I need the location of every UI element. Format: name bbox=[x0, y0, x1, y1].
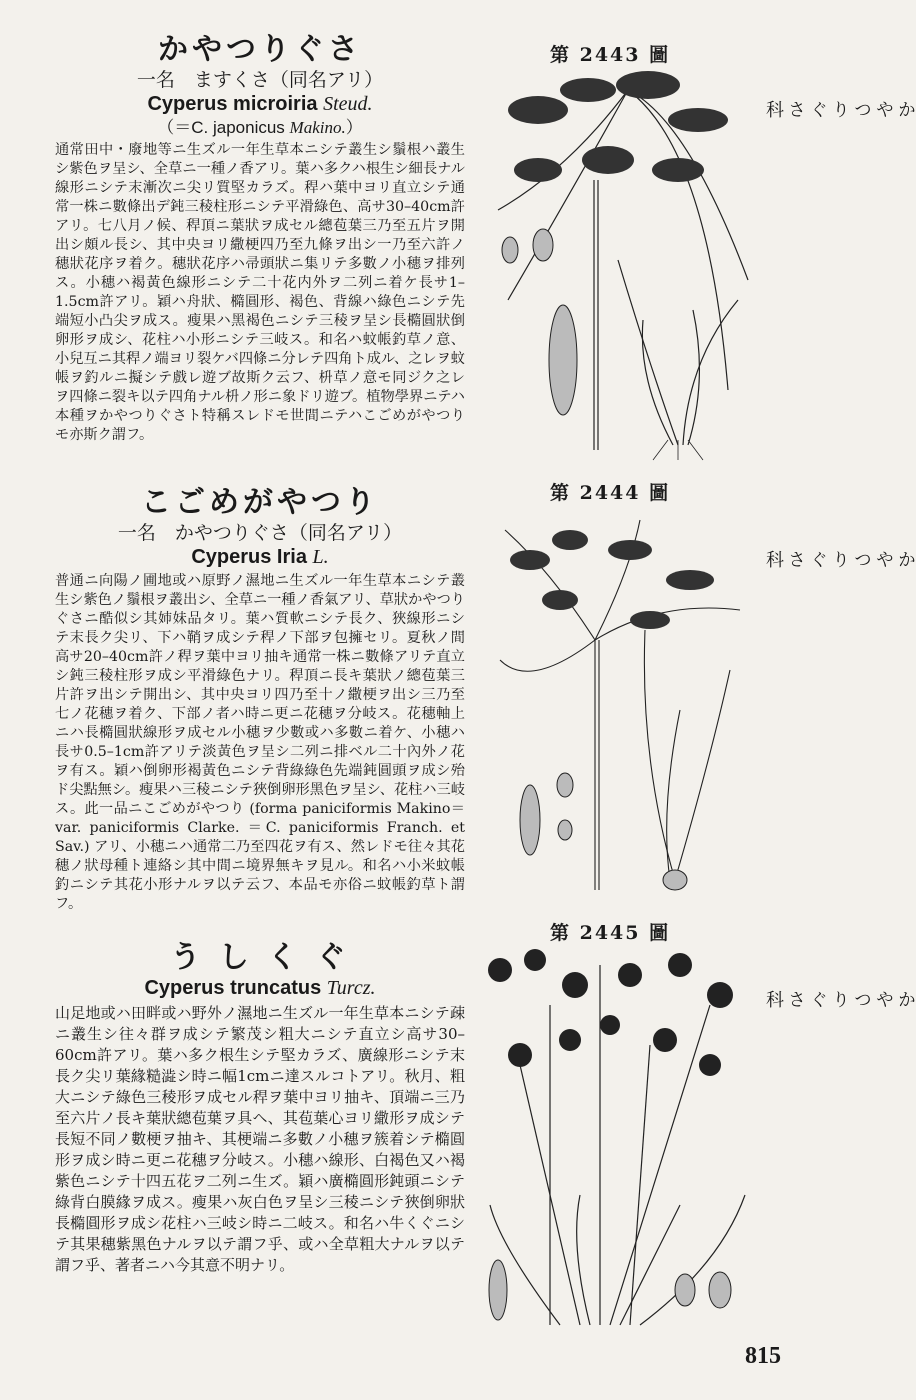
entry-text bbox=[55, 32, 465, 445]
entry-text bbox=[55, 940, 465, 1276]
japanese-name: こごめがやつり bbox=[141, 485, 379, 520]
page-number: 815 bbox=[745, 1343, 781, 1369]
figure-label: 第 2445 圖 bbox=[550, 922, 671, 944]
family-label: かやつりぐさ科 bbox=[763, 550, 916, 570]
plant-illustration-kogomegayatsuri bbox=[490, 510, 750, 900]
scientific-name bbox=[55, 92, 465, 117]
synonym-suffix: ） bbox=[345, 118, 363, 137]
synonym-author: Makino. bbox=[289, 118, 346, 137]
description: 山足地或ハ田畔或ハ野外ノ濕地ニ生ズル一年生草本ニシテ疎ニ叢生シ往々群ヲ成シテ繁茂シ粗大ニシテ直立シ高サ30–60cm許アリ。葉ハ多ク根生シテ堅カラズ、廣線形ニシテ末長ク尖リ葉緣糙澁シ時ニ幅1cmニ達スルコトアリ。秋月、粗大ニシテ綠色三稜形ヲ成セル稈ヲ葉中ヨリ抽キ、頂端ニ三乃至六片ノ長キ葉狀總苞葉ヲ具ヘ、其苞葉心ヨリ繖形ヲ成シテ長短不同ノ數梗ヲ抽キ、其梗端ニ多數ノ小穗ヲ簇着シテ橢圓形ヲ成シ時ニ更ニ花穗ヲ分岐ス。小穗ハ線形、白褐色又ハ褐紫色ニシテ十四五花ヲ二列ニ生ズ。穎ハ廣橢圓形鈍頭ニシテ綠背白膜緣ヲ成ス。瘦果ハ灰白色ヲ呈シ三稜ニシテ狹倒卵狀長橢圓形ヲ成シ花柱ハ三岐シ時ニ二岐ス。和名ハ牛くぐニシテ其果穗紫黑色ナルヲ以テ謂フ乎、或ハ全草粗大ナルヲ以テ謂フ乎、著者ニハ今其意不明ナリ。 bbox=[55, 1004, 465, 1274]
figure-label: 第 2444 圖 bbox=[550, 482, 671, 504]
plant-illustration-ushikugu bbox=[480, 945, 755, 1340]
scientific-name bbox=[55, 545, 465, 570]
figure-label: 第 2443 圖 bbox=[550, 44, 671, 66]
japanese-name: う し く ぐ bbox=[170, 940, 350, 975]
author-name: Turcz. bbox=[326, 977, 376, 999]
japanese-name: かやつりぐさ bbox=[158, 32, 362, 67]
synonym-prefix: （＝C. japonicus bbox=[157, 118, 285, 137]
family-label: かやつりぐさ科 bbox=[763, 100, 916, 120]
alternate-name: 一名 ますくさ（同名アリ） bbox=[136, 69, 384, 91]
synonym bbox=[55, 117, 465, 139]
description: 通常田中・廢地等ニ生ズル一年生草本ニシテ叢生シ鬚根ハ叢生シ紫色ヲ呈シ、全草ニ一種ノ香アリ。葉ハ多クハ根生シ細長ナル線形ニシテ末漸次ニ尖リ質堅カラズ。稈ハ葉中ヨリ直立シテ通常一株ニ數條出デ鈍三稜柱形ニシテ平滑綠色、高サ30–40cm許アリ。七八月ノ候、稈頂ニ葉狀ヲ成セル總苞葉三乃至五片ヲ開出シ頗ル長シ、其中央ヨリ繖梗四乃至九條ヲ出シ一乃至六許ノ穗狀花序ヲ着ク。穗狀花序ハ帚頭狀ニ集リテ多數ノ小穗ヲ排列ス。小穗ハ褐黃色線形ニシテ二十花内外ヲ二列ニ着ケ長サ1–1.5cm許アリ。穎ハ舟狀、橢圓形、褐色、背線ハ綠色ニシテ先端短小凸尖ヲ成ス。瘦果ハ黑褐色ニシテ三稜ヲ呈シ長橢圓狀倒卵形ヲ成シ、花柱ハ小形ニシテ三岐ス。和名ハ蚊帳釣草ノ意、小兒互ニ其稈ノ端ヨリ裂ケバ四條ニ分レテ四角ト成ル、之レヲ蚊帳ヲ釣ルニ擬シテ戲レ遊ブ故斯ク云フ、枡草ノ意モ同ジク之レヲ四條ニ裂キ以テ四角ナル枡ノ形ニ象ドリ遊ブ。植物學界ニテハ本種ヲかやつりぐさト特稱スレドモ世間ニテハこごめがやつりモ亦斯ク謂フ。 bbox=[55, 142, 465, 443]
entry-text bbox=[55, 485, 465, 914]
scientific-name-text: Cyperus truncatus bbox=[144, 977, 322, 999]
alternate-name: 一名 かやつりぐさ（同名アリ） bbox=[117, 522, 403, 544]
scientific-name bbox=[55, 976, 465, 1001]
scientific-name-text: Cyperus microiria bbox=[147, 93, 318, 115]
plant-illustration-kayatsurigusa bbox=[478, 60, 758, 460]
scientific-name-text: Cyperus Iria bbox=[191, 546, 307, 568]
author-name: Steud. bbox=[323, 93, 373, 115]
family-label: かやつりぐさ科 bbox=[763, 990, 916, 1010]
description: 普通ニ向陽ノ圃地或ハ原野ノ濕地ニ生ズル一年生草本ニシテ叢生シ紫色ノ鬚根ヲ叢出シ、全草ニ一種ノ香氣アリ、草狀かやつりぐさニ酷似シ其姉妹品タリ。葉ハ質軟ニシテ長ク、狹線形ニシテ末長ク尖リ、下ハ鞘ヲ成シテ稈ノ下部ヲ包擁セリ。夏秋ノ間高サ20–40cm許ノ稈ヲ葉中ヨリ抽キ通常一株ニ數條アリテ直立シ鈍三稜柱形ヲ成シ平滑綠色ナリ。稈頂ニ長キ葉狀ノ總苞葉三片許ヲ出シテ開出シ、其中央ヨリ四乃至十ノ繖梗ヲ出シ三乃至七ノ花穗ヲ着ク、下部ノ者ハ時ニ更ニ花穗ヲ分岐ス。花穗軸上ニハ長橢圓狀線形ヲ成セル小穗ヲ少數或ハ多數ニ着ケ、小穗ハ長サ0.5–1cm許アリテ淡黃色ヲ呈シ二列ニ排ベル二十內外ノ花ヲ有ス。穎ハ倒卵形褐黃色ニシテ背綠綠色先端鈍圓頭ヲ成シ殆ド尖點無シ。瘦果ハ三稜ニシテ狹倒卵形黑色ヲ呈シ、花柱ハ三岐ス。此一品ニこごめがやつり (forma paniciformis Makino＝var. paniciformis Clarke. ＝C. paniciformis Franch. et Sav.) アリ、小穗ニハ通常二乃至四花ヲ有ス、然レドモ往々其花穗ノ狀母種ト連絡シ其中間ニ境界無キヲ見ル。和名ハ小米蚊帳釣ニシテ其花小形ナルヲ以テ云フ、本品モ亦俗ニ蚊帳釣草ト謂フ。 bbox=[55, 573, 465, 912]
author-name: L. bbox=[312, 546, 329, 568]
